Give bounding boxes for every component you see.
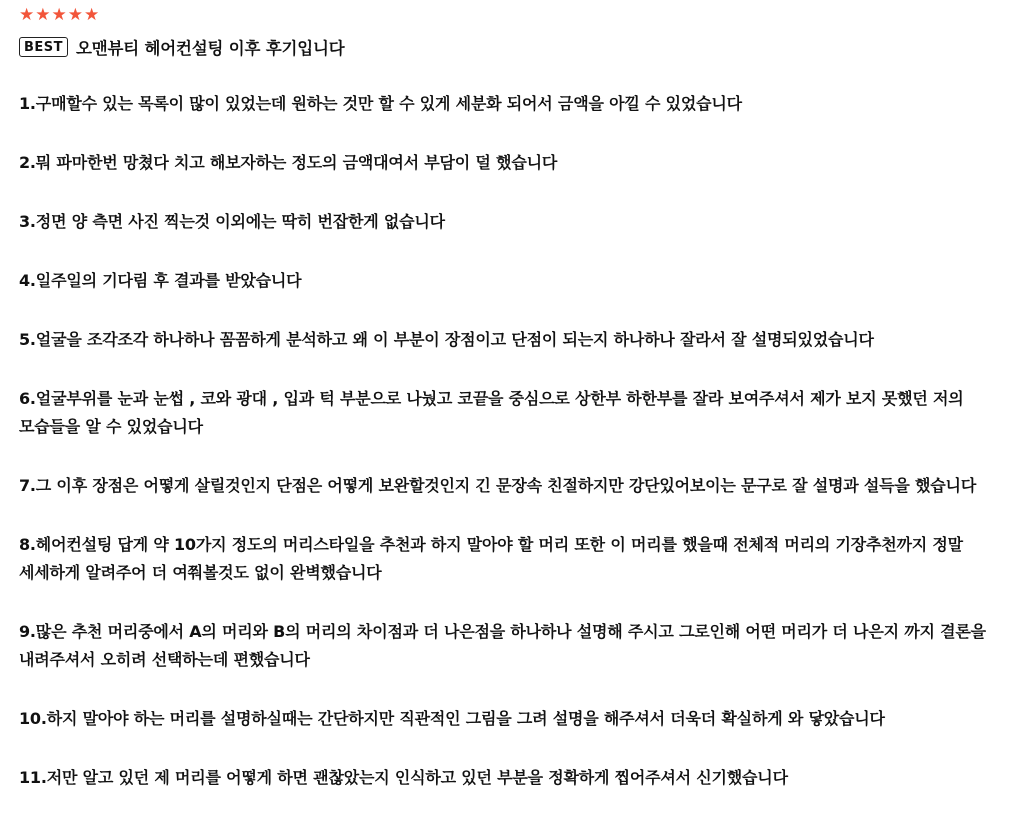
review-paragraph-1: 1.구매할수 있는 목록이 많이 있었는데 원하는 것만 할 수 있게 세분화 되어서 금액을 아낄 수 있었습니다: [19, 94, 742, 113]
review-paragraph-3: 3.정면 양 측면 사진 찍는것 이외에는 딱히 번잡한게 없습니다: [19, 212, 445, 231]
review-paragraph-5: 5.얼굴을 조각조각 하나하나 꼼꼼하게 분석하고 왜 이 부분이 장점이고 단점이 되는지 하나하나 잘라서 잘 설명되있었습니다: [19, 330, 874, 349]
star-rating: [19, 5, 1009, 25]
star-icon: ★: [19, 4, 35, 25]
star-icon: ★: [84, 4, 100, 25]
star-icon: ★: [51, 4, 67, 25]
review-paragraph-6: 6.얼굴부위를 눈과 눈썹 , 코와 광대 , 입과 턱 부분으로 나눴고 코끝을 중심으로 상한부 하한부를 잘라 보여주셔서 제가 보지 못했던 저의 모습들을 알 수 있었습니다: [19, 389, 964, 436]
review-title: 오맨뷰티 헤어컨설팅 이후 후기입니다: [76, 39, 345, 58]
review-paragraph-11: 11.저만 알고 있던 제 머리를 어떻게 하면 괜찮았는지 인식하고 있던 부분을 정확하게 찝어주셔서 신기했습니다: [19, 768, 788, 787]
review-paragraph-2: 2.뭐 파마한번 망쳤다 치고 해보자하는 정도의 금액대여서 부담이 덜 했습니다: [19, 153, 558, 172]
star-icon: ★: [67, 4, 83, 25]
review-title-row: [19, 34, 1009, 60]
review-paragraph-7: 7.그 이후 장점은 어떻게 살릴것인지 단점은 어떻게 보완할것인지 긴 문장속 친절하지만 강단있어보이는 문구로 잘 설명과 설득을 했습니다: [19, 476, 977, 495]
review-paragraph-4: 4.일주일의 기다림 후 결과를 받았습니다: [19, 271, 302, 290]
review-body: [19, 90, 1009, 792]
star-icon: ★: [35, 4, 51, 25]
review-card: [19, 5, 1009, 823]
review-paragraph-8: 8.헤어컨설팅 답게 약 10가지 정도의 머리스타일을 추천과 하지 말아야 할 머리 또한 이 머리를 했을때 전체적 머리의 기장추천까지 정말 세세하게 알려주어 더 여쭤볼것도 없이 완벽했습니다: [19, 535, 963, 582]
review-paragraph-10: 10.하지 말아야 하는 머리를 설명하실때는 간단하지만 직관적인 그림을 그려 설명을 해주셔서 더욱더 확실하게 와 닿았습니다: [19, 709, 885, 728]
best-badge: BEST: [19, 37, 68, 57]
review-paragraph-9: 9.많은 추천 머리중에서 A의 머리와 B의 머리의 차이점과 더 나은점을 하나하나 설명해 주시고 그로인해 어떤 머리가 더 나은지 까지 결론을 내려주셔서 오히려 선택하는데 편했습니다: [19, 622, 986, 669]
